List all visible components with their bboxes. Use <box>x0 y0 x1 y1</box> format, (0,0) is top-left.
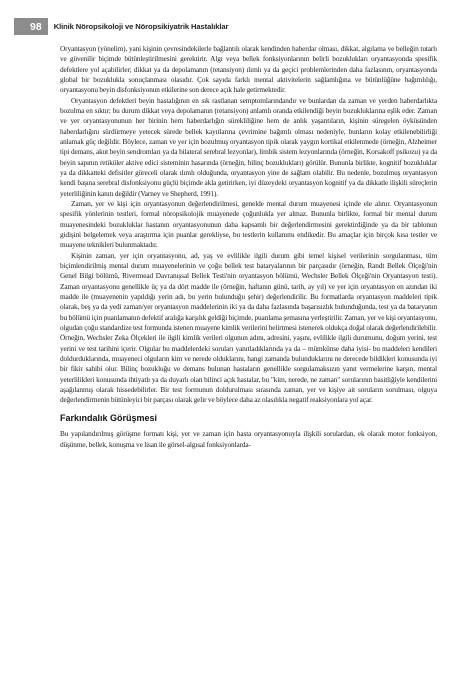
paragraph-1: Oryantasyon (yönelim), yani kişinin çevresindekilerle bağlantılı olarak kendinden haberdar olması, dikkat, algılama ve belleğin tutarlı ve güvenilir biçimde bütünleştirilmesini gerektirir. Algı veya bellek fonksiyonlarının belirli bozuklukları oryantasyonda spesifik defektlere yol açabilirler; dikkat ya da depolamanın (retansiyon) ılımlı ya da geçici problemlerinden daha fazlasının, oryantasyonda global bir bozuklukla sonuçlanması olasıdır. Çok sayıda farklı mental aktivitelerin sağlamlığına ve bütünlüğüne bağımlılığı, oryantasyonu beyin disfonksiyonun etkilerine son derece açık hale getirmektedir. <box>60 44 437 95</box>
section-heading: Farkındalık Görüşmesi <box>60 413 158 424</box>
paragraph-4: Kişinin zaman, yer için oryantasyonu, ad, yaş ve evlilikle ilgili durum gibi temel kişisel verilerinin sorgulanması, tüm biçimlendirilmiş mental durum muayenelerinin ve çoğu bellek test bataryalarının bir parçasıdır (örneğin, Randt Bellek Ölçeği'nin Genel Bilgi bölümü, Rivermead Davranışsal Bellek Testi'nin oryantasyon bölümü, Wechsler Bellek Ölçeği'nin Oryantasyon testi). Zaman oryantasyonu genellikle üç ya da dört madde ile (örneğin, haftanın günü, tarih, ay yıl) ve yer için oryantasyon en azından iki madde ile (muayenenin yapıldığı yerin adı, bu yerin bulunduğu şehir) değerlendirilir. Bu formatlarda oryantasyon maddeleri tipik olarak, beş ya da yedi zaman/yer oryantasyon maddelerinin iki ya da daha fazlasında başarısızlık bulunduğunda, test ya da bataryanın bu bölümü için puanlamanın defektif aralığa karşılık geldiği biçimde, puanlama şemasına yerleştirilir. Zaman, yer ve kişi oryantasyonu, olgudan çoğu standardize test formunda istenen muayene kimlik verilerini belirtmesi istenerek oldukça doğal olarak değerlendirilebilir. Örneğin, Wechsler Zeka Ölçekleri ile ilgili kimlik verileri olgunun adını, adresini, yaşını, evlilikle ilgili durumunu, doğum yerini, test yerini ve test tarihini içerir. Olgular bu maddelerdeki soruları yanıtladıklarında ya da – mümkünse daha iyisi- bu maddeleri kendileri doldurduklarında, muayeneci olguların kim ve nerede olduklarını, hangi zamanda bulunduklarını ne derecede bildikleri konusunda iyi bir fikir sahibi olur. Bilinç bozukluğu ve demans bulunan hastaların genellikle sorgulamaksızın yanıt vermelerine karşın, mental yeterlilikleri konusunda ihtiyatlı ya da duyarlı olan bilinci açık hastalar, bu "kim, nerede, ne zaman" sorularının basitliğiyle kendilerini aşağılanmış olarak hissedebilirler. Bir test formunun doldurulması sırasında zaman, yer ve kişiye ait soruların sorulması, olguya değerlendirmenin bütünleyici bir parçası olarak gelir ve böylece daha az olasılıkla negatif reaksiyonlara yol açar. <box>60 250 437 405</box>
paragraph-3: Zaman, yer ve kişi için oryantasyonun değerlendirilmesi, genelde mental durum muayenesi içinde ele alınır. Oryantasyonun spesifik yönlerinin testleri, formal nöropsikolojik muayenede çoğunlukla yer almaz. Bununla birlikte, formal bir mental durum muayenesindeki bozukluklar hastanın oryantasyonunun daha kapsamlı bir değerlendirmesini gerektirdiğinde ya da bir tablonun gidişini belgelemek veya araştırma için puanlar gerekliyse, bu testlerin kullanımı endikedir. Bu amaçlar için birçok kısa testler ve muayene teknikleri bulunmaktadır. <box>60 198 437 250</box>
paragraph-2: Oryantasyon defektleri beyin hastalığının en sık rastlanan semptomlarındandır ve bunlardan da zaman ve yerden haberdarlıkta bozulma en sıktır; bu durum dikkat veya depolamanın (retansiyon) anlamlı oranda etkilendiği beyin bozukluklarına eşlik eder. Zaman ve yer oryantasyonunun her birinin hem haberdarlığın sürekliliğine hem de anlık yaşantıların, kişinin süregelen öyküsünden haberdarlığını sürdürmeye yetecek sürede bellek kayıtlarına çevrimine bağımlı olması nedeniyle, bunların kolay etkilenebilirliği anlamak güç değildir. Böylece, zaman ve yer için bozulmuş oryantasyon tipik olarak yaygın kortikal etkilenmede (örneğin, Alzheimer tipi demans, akut beyin sendromları ya da bilateral serebral lezyonlar), limbik sistem lezyonlarında (örneğin, Korsakoff psikozu) ya da beyin sapının retiküler aktive edici sisteminin hasarında (örneğin, bilinç bozuklukları) görülür. Bununla birlikte, kognitif bozukluklar ya da dikkatteki defisitler göreceli olarak ılımlı olduğunda, oryantasyon yine de sağlam olabilir. Bu nedenle, bozulmuş oryantasyon kendi başına serebral disfonksiyonu güçlü biçimde akla getirirken, iyi düzeydeki oryantasyon kognitif ya da dikkatle ilişkili süreçlerin yeterliliğinin kanıtı değildir (Varney ve Shepherd, 1991). <box>60 95 437 198</box>
page-number: 98 <box>14 18 48 35</box>
running-title: Klinik Nöropsikoloji ve Nöropsikiyatrik Hastalıklar <box>53 22 229 31</box>
running-header <box>14 18 228 35</box>
paragraph-5: Bu yapılandırılmış görüşme formatı kişi, yer ve zaman için hasta oryantasyonuyla ilişkili sorulardan, ek olarak motor fonksiyon, düşünme, bellek, konuşma ve lisan ile görsel-algısal fonksiyonlarda- <box>60 429 437 449</box>
page-body <box>60 44 437 450</box>
